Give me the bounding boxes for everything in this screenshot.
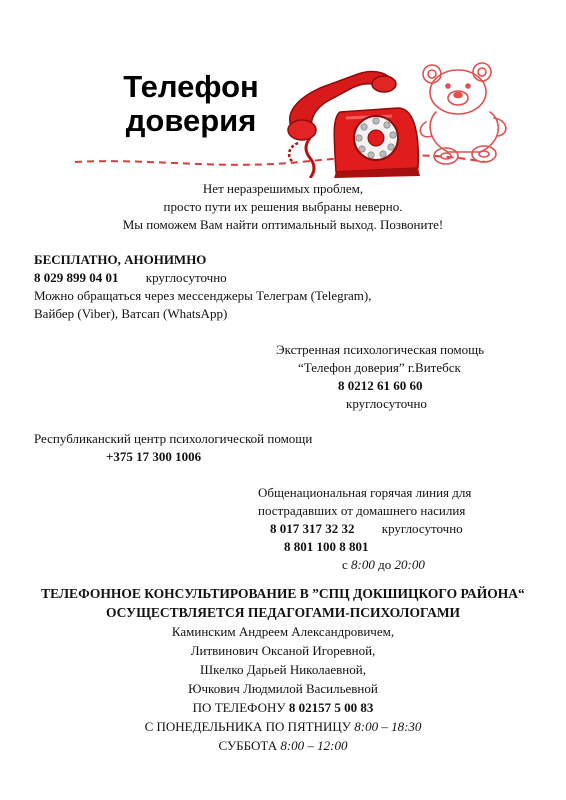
hotline-phone-1: 8 017 317 32 32 — [270, 521, 355, 536]
republic-phone: +375 17 300 1006 — [106, 449, 202, 464]
consult-heading-1: ТЕЛЕФОННОЕ КОНСУЛЬТИРОВАНИЕ В ”СПЦ ДОКШИЦКОГО РАЙОНА“ — [41, 586, 525, 601]
free-line-note-2: Вайбер (Viber), Ватсап (WhatsApp) — [34, 306, 228, 321]
vitebsk-block — [276, 341, 516, 413]
hotline-hours-2-prefix: с — [342, 557, 352, 572]
consult-block — [0, 584, 566, 755]
hotline-line-1: Общенациональная горячая линия для — [258, 485, 472, 500]
hotline-row-1 — [258, 520, 548, 538]
consult-staff-4: Ючкович Людмилой Васильевной — [188, 681, 378, 696]
free-line-phone-row — [34, 269, 534, 287]
consult-heading-2: ОСУЩЕСТВЛЯЕТСЯ ПЕДАГОГАМИ-ПСИХОЛОГАМИ — [105, 605, 461, 620]
consult-saturday-prefix: СУББОТА — [218, 738, 281, 753]
title-line-1: Телефон — [123, 69, 259, 104]
hotline-hours-2 — [258, 556, 548, 574]
hotline-hours-2-from: 8:00 — [351, 557, 375, 572]
intro-line-1: Нет неразрешимых проблем, — [202, 181, 364, 196]
intro-line-3: Мы поможем Вам найти оптимальный выход. Позвоните! — [122, 217, 444, 232]
consult-staff-2: Литвинович Оксаной Игоревной, — [190, 643, 376, 658]
republic-block — [34, 430, 374, 466]
republic-name: Республиканский центр психологической помощи — [34, 431, 313, 446]
hotline-phone-2: 8 801 100 8 801 — [284, 539, 369, 554]
title-line-2: доверия — [125, 103, 257, 138]
consult-staff-1: Каминским Андреем Александровичем, — [171, 624, 395, 639]
free-line-block — [34, 251, 534, 323]
page-title — [106, 70, 276, 138]
consult-phone-prefix: ПО ТЕЛЕФОНУ — [192, 700, 289, 715]
consult-saturday-hours: 8:00 – 12:00 — [280, 738, 348, 753]
vitebsk-hours: круглосуточно — [346, 396, 427, 411]
phone-icon — [280, 68, 425, 178]
consult-phone: 8 02157 5 00 83 — [288, 700, 374, 715]
free-line-hours: круглосуточно — [145, 270, 227, 285]
free-line-phone: 8 029 899 04 01 — [34, 270, 119, 285]
intro-line-2: просто пути их решения выбраны неверно. — [163, 199, 403, 214]
hotline-hours-2-mid: до — [374, 557, 395, 572]
hotline-hours-1: круглосуточно — [381, 521, 463, 536]
consult-phone-row — [0, 698, 566, 717]
hotline-line-2: пострадавших от домашнего насилия — [258, 503, 466, 518]
free-line-heading: БЕСПЛАТНО, АНОНИМНО — [34, 252, 207, 267]
consult-staff-3: Шкелко Дарьей Николаевной, — [200, 662, 366, 677]
intro-text — [0, 180, 566, 234]
vitebsk-phone: 8 0212 61 60 60 — [338, 378, 423, 393]
consult-weekdays-hours: 8:00 – 18:30 — [354, 719, 422, 734]
vitebsk-line-1: Экстренная психологическая помощь — [276, 342, 485, 357]
consult-weekdays-row — [0, 717, 566, 736]
teddy-bear-icon — [418, 62, 518, 167]
vitebsk-line-2: “Телефон доверия” г.Витебск — [298, 360, 461, 375]
free-line-note-1: Можно обращаться через мессенджеры Телеграм (Telegram), — [34, 288, 372, 303]
consult-saturday-row — [0, 736, 566, 755]
hotline-block — [258, 484, 548, 574]
consult-weekdays-prefix: С ПОНЕДЕЛЬНИКА ПО ПЯТНИЦУ — [144, 719, 355, 734]
hotline-hours-2-to: 20:00 — [394, 557, 425, 572]
